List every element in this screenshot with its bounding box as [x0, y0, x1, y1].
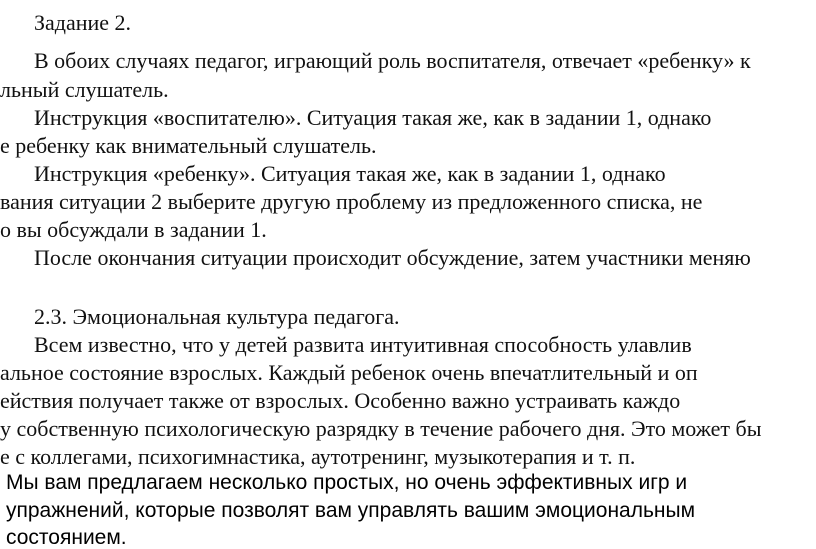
task-paragraph-line: вания ситуации 2 выберите другую проблему из предложенного списка, не [0, 189, 703, 214]
task-paragraph-line: е ребенку как внимательный слушатель. [0, 133, 377, 158]
task-paragraph-line: Инструкция «воспитателю». Ситуация такая же, как в задании 1, однако [34, 105, 712, 130]
section-paragraph-line: альное состояние взрослых. Каждый ребенок очень впечатлительный и оп [0, 360, 698, 385]
task-paragraph-line: льный слушатель. [0, 77, 169, 102]
section-heading: 2.3. Эмоциональная культура педагога. [34, 304, 400, 329]
section-paragraph-line: ействия получает также от взрослых. Особенно важно устраивать каждо [0, 388, 681, 413]
task-paragraph-line: После окончания ситуации происходит обсуждение, затем участники меняю [34, 245, 751, 270]
task-paragraph-line: о вы обсуждали в задании 1. [0, 217, 267, 242]
task-heading: Задание 2. [34, 10, 132, 35]
highlight-text-line: Мы вам предлагаем несколько простых, но очень эффективных игр и [6, 471, 688, 494]
task-paragraph-line: Инструкция «ребенку». Ситуация такая же, как в задании 1, однако [34, 161, 666, 186]
section-paragraph-line: е с коллегами, психогимнастика, аутотренинг, музыкотерапия и т. п. [0, 444, 636, 469]
section-paragraph-line: Всем известно, что у детей развита интуитивная способность улавлив [34, 332, 692, 357]
task-paragraph-line: В обоих случаях педагог, играющий роль воспитателя, отвечает «ребенку» к [34, 48, 751, 73]
highlight-text-line: упражнений, которые позволят вам управлять вашим эмоциональным [6, 499, 696, 522]
highlight-text-line: состоянием. [6, 526, 127, 549]
section-paragraph-line: у собственную психологическую разрядку в течение рабочего дня. Это может бы [0, 416, 762, 441]
